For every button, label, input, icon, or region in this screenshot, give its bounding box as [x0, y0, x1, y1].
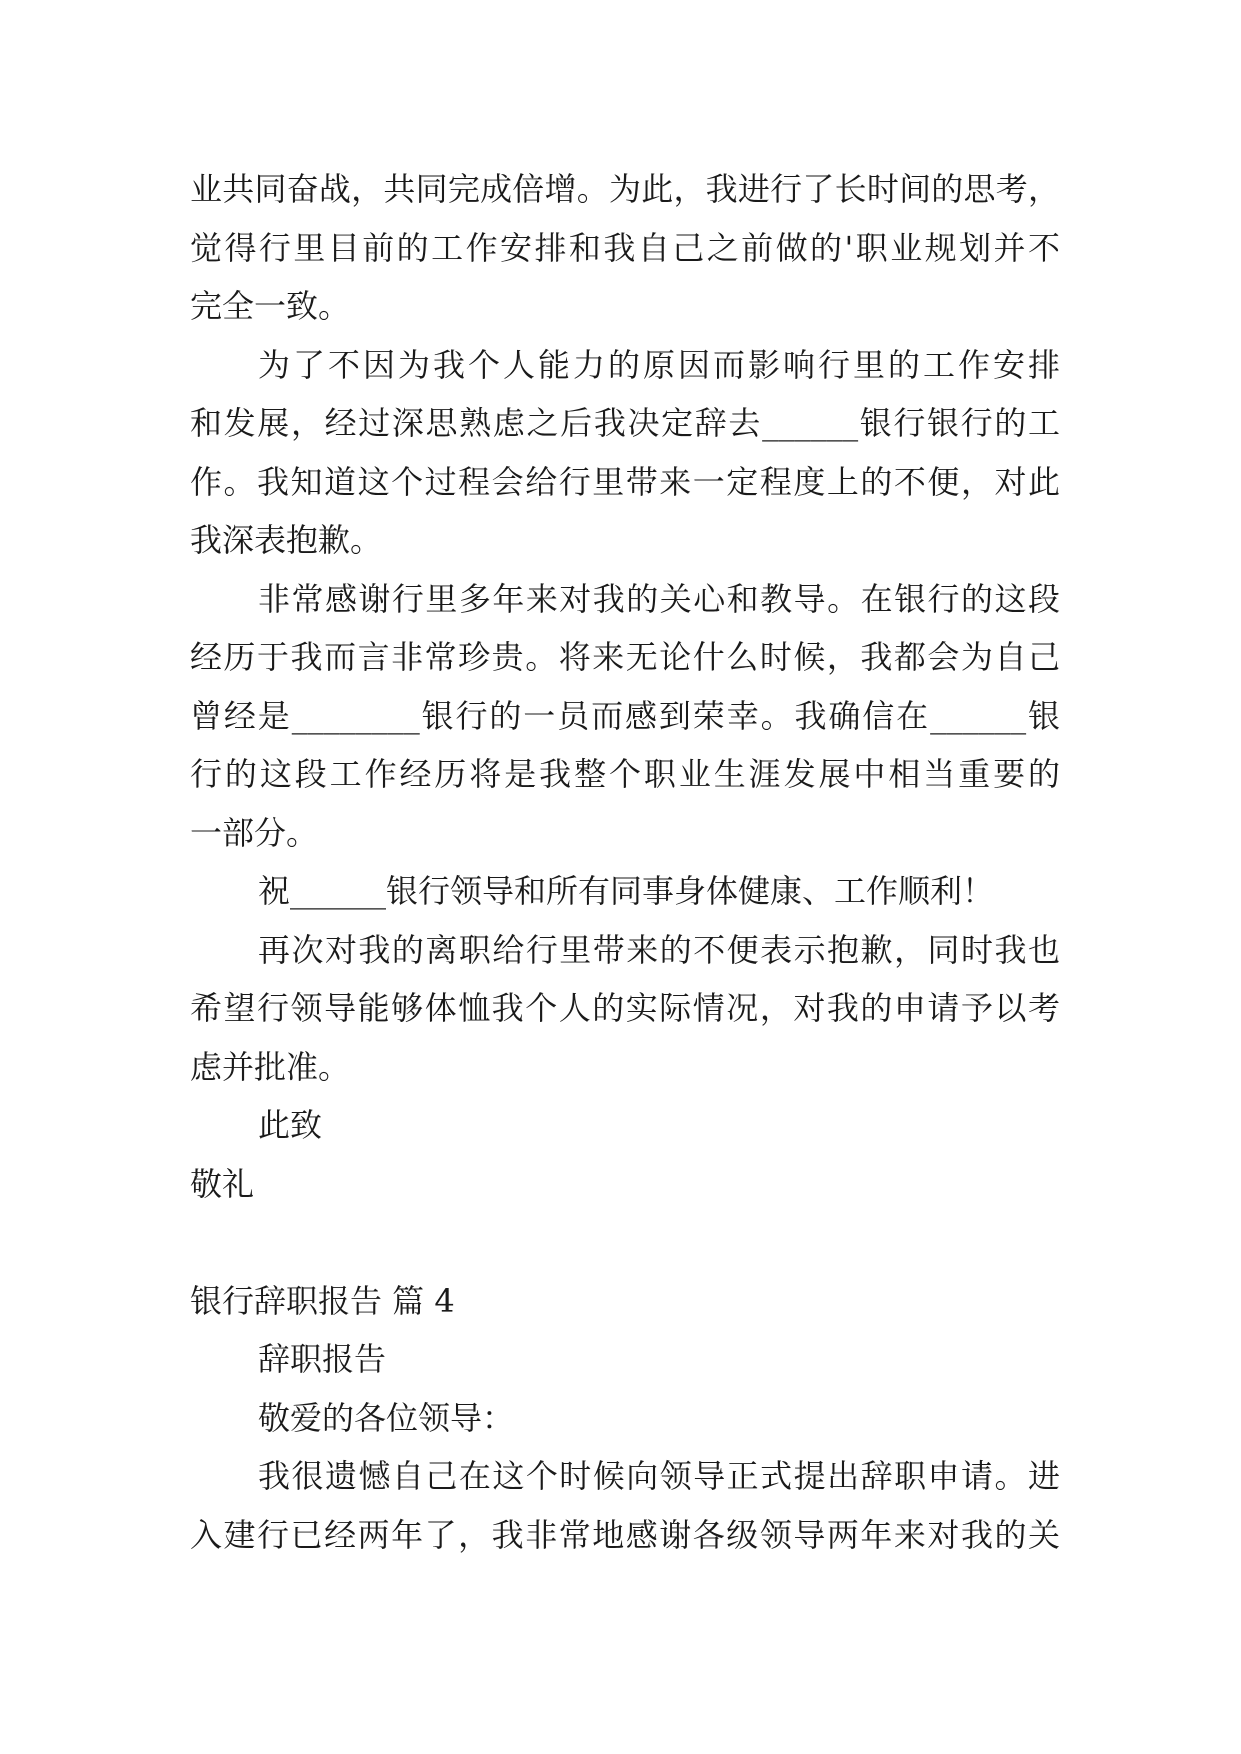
paragraph-line: 业共同奋战，共同完成倍增。为此，我进行了长时间的思考， — [190, 170, 1060, 208]
paragraph-line: 再次对我的离职给行里带来的不便表示抱歉，同时我也 — [258, 930, 1060, 969]
blank-line — [190, 1213, 1060, 1272]
paragraph-line: 我很遗憾自己在这个时候向领导正式提出辞职申请。进 — [258, 1457, 1060, 1495]
paragraph-line: 非常感谢行里多年来对我的关心和教导。在银行的这段 — [258, 579, 1060, 618]
paragraph-line: 作。我知道这个过程会给行里带来一定程度上的不便，对此 — [190, 462, 1060, 501]
paragraph-line: 行的这段工作经历将是我整个职业生涯发展中相当重要的 — [190, 755, 1060, 793]
section-heading: 银行辞职报告 篇 4 — [190, 1281, 455, 1320]
paragraph-line: 觉得行里目前的工作安排和我自己之前做的'职业规划并不 — [190, 228, 1060, 267]
paragraph-line: 经历于我而言非常珍贵。将来无论什么时候，我都会为自己 — [190, 638, 1060, 676]
paragraph-line: 一部分。 — [190, 813, 319, 852]
letter-greeting: 敬爱的各位领导： — [258, 1398, 515, 1437]
paragraph-line: 希望行领导能够体恤我个人的实际情况，对我的申请予以考 — [190, 989, 1060, 1027]
paragraph-line: 虑并批准。 — [190, 1047, 351, 1086]
paragraph-line: 曾经是________银行的一员而感到荣幸。我确信在______银 — [190, 696, 1060, 735]
document-page — [190, 160, 1060, 1564]
letter-title: 辞职报告 — [258, 1340, 387, 1378]
paragraph-line: 和发展，经过深思熟虑之后我决定辞去______银行银行的工 — [190, 404, 1060, 442]
paragraph-line: 我深表抱歉。 — [190, 521, 383, 559]
closing-salutation: 此致 — [258, 1106, 323, 1144]
paragraph-line: 祝______银行领导和所有同事身体健康、工作顺利！ — [258, 872, 995, 910]
paragraph-line: 入建行已经两年了，我非常地感谢各级领导两年来对我的关 — [190, 1515, 1060, 1554]
paragraph-line: 完全一致。 — [190, 287, 351, 325]
closing-regards: 敬礼 — [190, 1164, 255, 1203]
paragraph-line: 为了不因为我个人能力的原因而影响行里的工作安排 — [258, 345, 1060, 384]
